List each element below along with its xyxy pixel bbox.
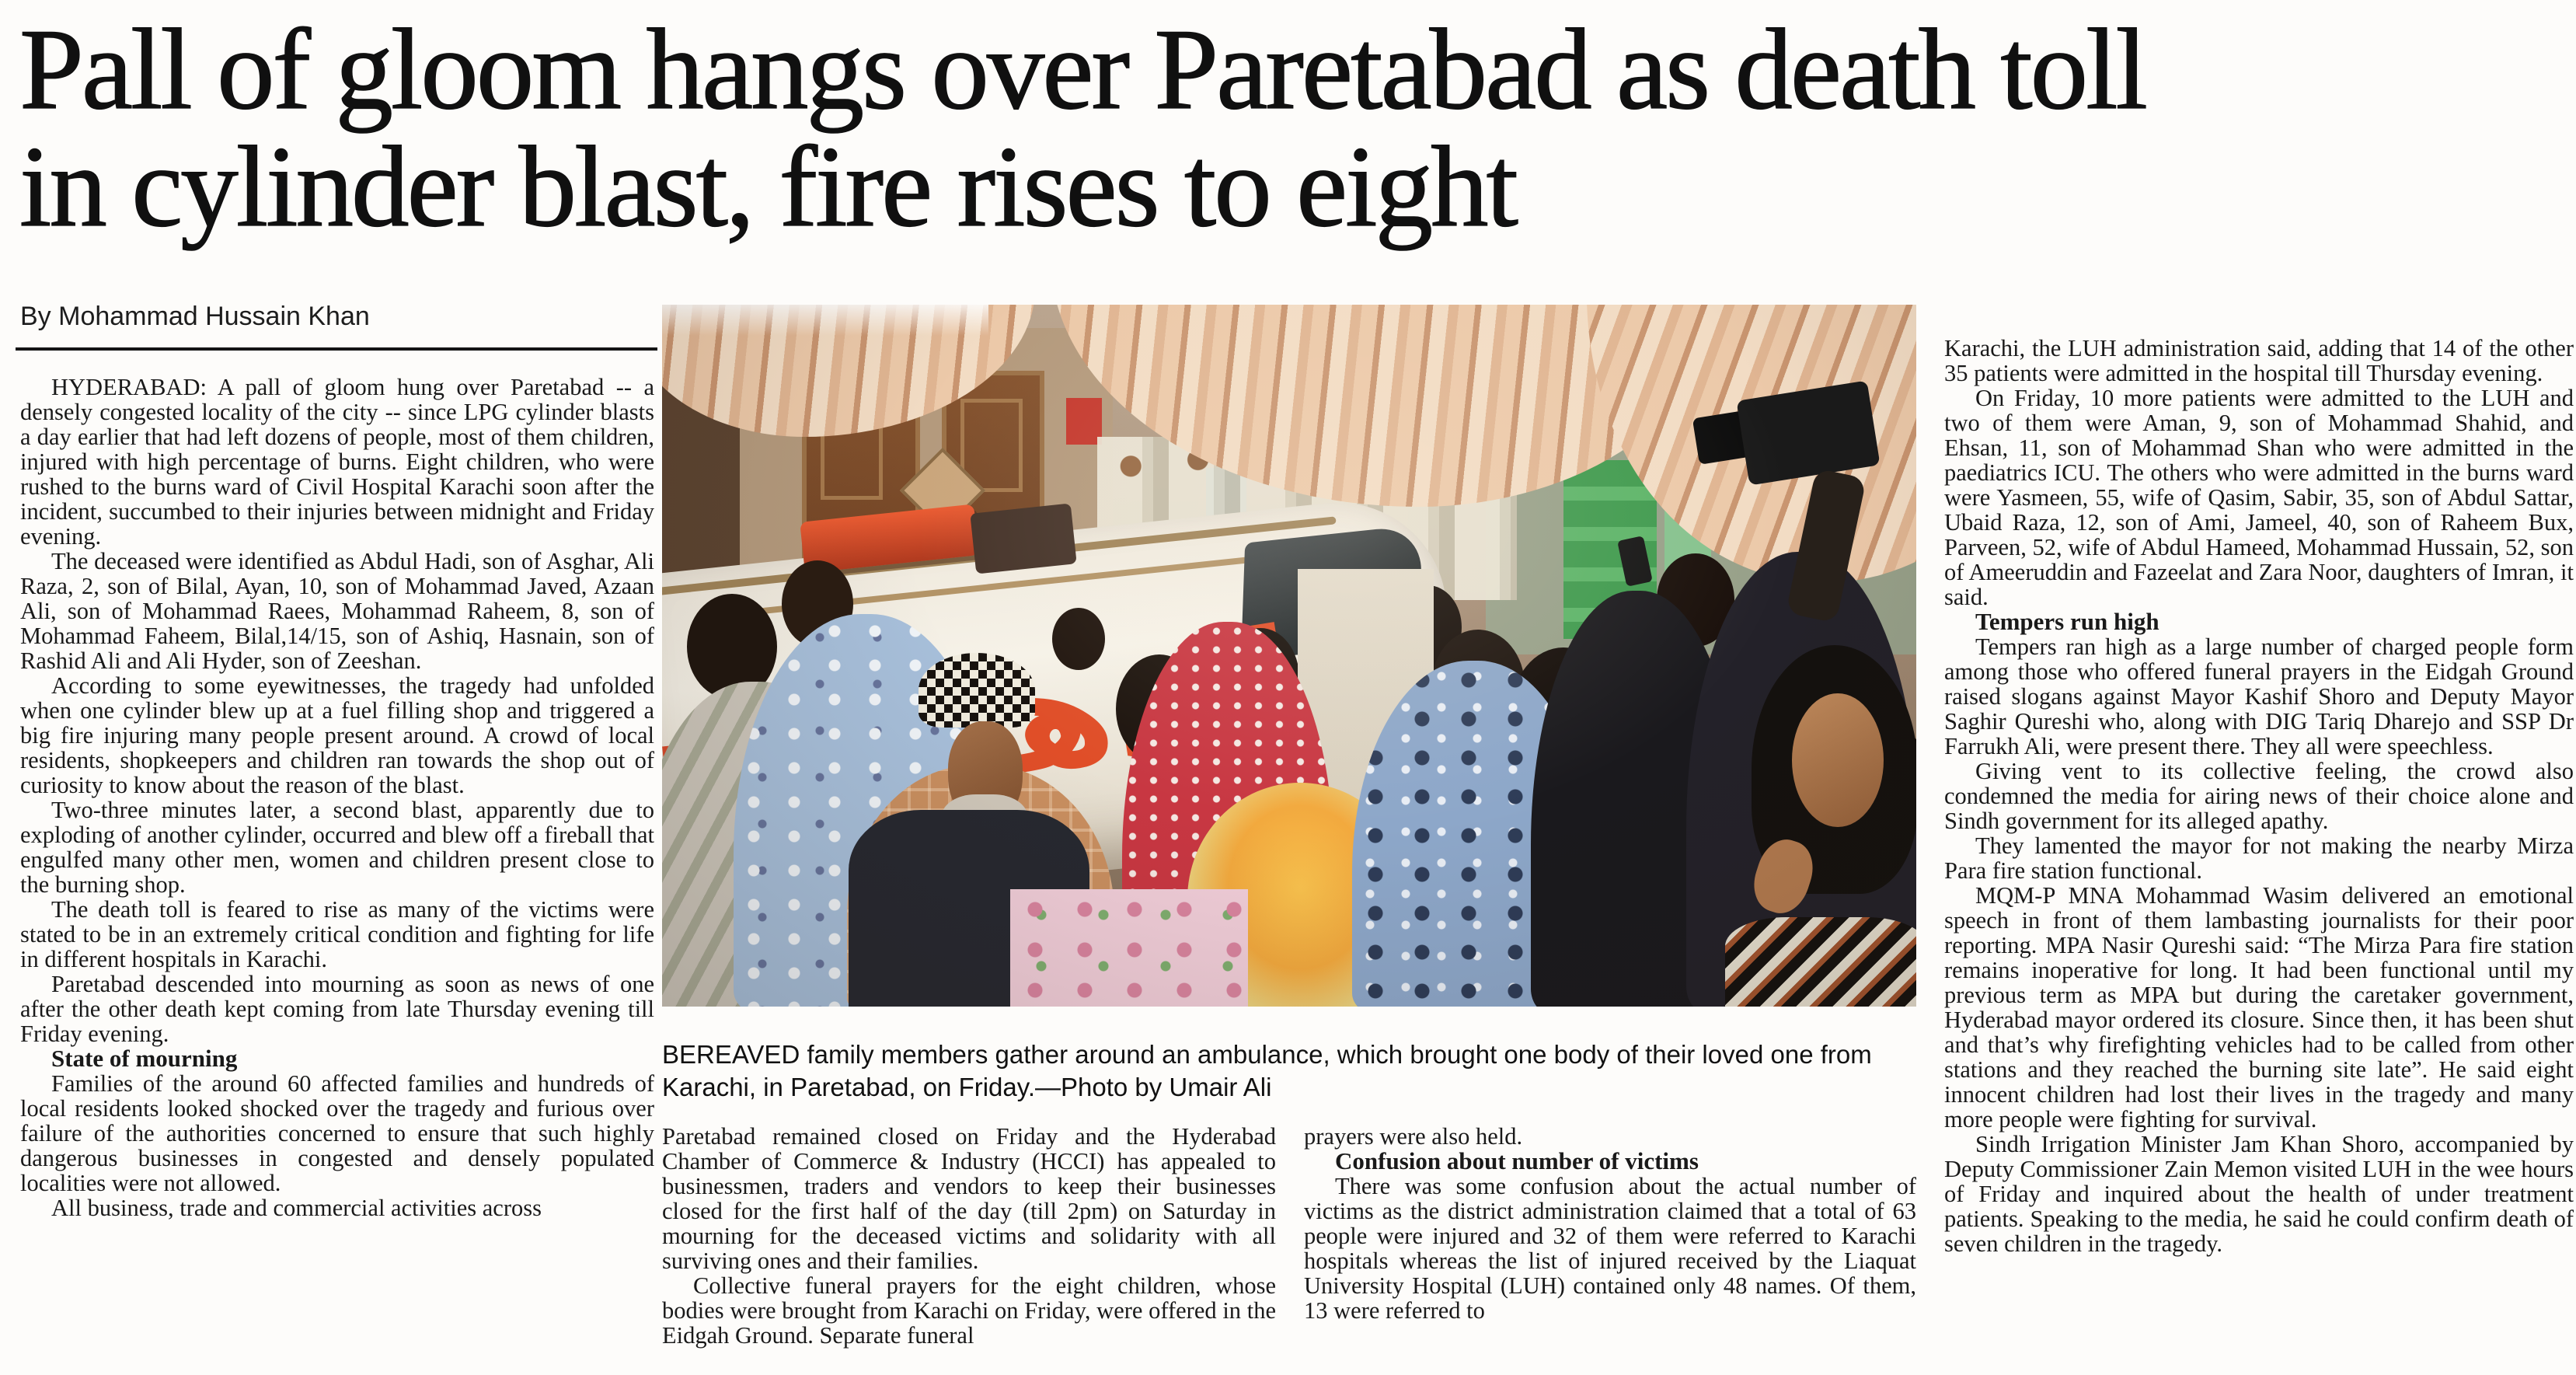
paragraph: Karachi, the LUH administration said, adding that 14 of the other 35 patients were admitted in the hospital till Thursday evening.: [1944, 336, 2574, 386]
paragraph: Tempers ran high as a large number of charged people form among those who offered funeral prayers in the Eidgah Ground raised slogans against Mayor Kashif Shoro and Deputy Mayor Saghir Qureshi who, along with DIG Tariq Dharejo and SSP Dr Farrukh Ali, were present there. They all were speechless.: [1944, 633, 2574, 759]
article-headline: [19, 5, 2567, 251]
paragraph: Collective funeral prayers for the eight children, whose bodies were brought from Karachi on Friday, were offered in the Eidgah Ground. Separate funeral: [662, 1272, 1276, 1349]
paragraph: prayers were also held.: [1304, 1124, 1523, 1150]
subhead-state-of-mourning: State of mourning: [51, 1045, 238, 1072]
headline-line-1: Pall of gloom hangs over Paretabad as death toll: [19, 5, 2146, 134]
paragraph: All business, trade and commercial activities across: [51, 1195, 542, 1221]
mid-right-column: [1304, 1124, 1916, 1375]
headline-line-2: in cylinder blast, fire rises to eight: [19, 123, 1516, 251]
paragraph: HYDERABAD: A pall of gloom hung over Paretabad -- a densely congested locality of the city -- since LPG cylinder blasts a day earlier that had left dozens of people, most of them children, injured with high percentage of burns. Eight children, who were rushed to the burns ward of Civil Hospital Karachi soon after the incident, succumbed to their injuries between midnight and Friday evening.: [20, 375, 654, 550]
byline-rule: [16, 347, 657, 351]
mid-left-column: [662, 1124, 1276, 1375]
paragraph: Two-three minutes later, a second blast, apparently due to exploding of another cylinder, occurred and blew off a fireball that engulfed many other men, women and children present close to the burning shop.: [20, 797, 654, 898]
subhead-confusion-about-number-of-victims: Confusion about number of victims: [1335, 1147, 1699, 1174]
paragraph: MQM-P MNA Mohammad Wasim delivered an emotional speech in front of them lambasting journalists for their poor reporting. MPA Nasir Qureshi said: “The Mirza Para fire station remains inoperative for long. It had been functional until my previous term as MPA but during the caretaker government, Hyderabad mayor ordered its closure. Since then, it has been shut and that’s why firefighting vehicles had to be called from other stations and they reached the burning site late”. He said eight innocent children had lost their lives in the tragedy and many more people were fighting for survival.: [1944, 882, 2574, 1132]
right-column: [1944, 336, 2574, 1375]
paragraph: Paretabad descended into mourning as soon as news of one after the other death kept coming from late Thursday evening till Friday evening.: [20, 971, 654, 1047]
paragraph: Families of the around 60 affected families and hundreds of local residents looked shocked over the tragedy and furious over failure of the authorities concerned to ensure that such highly dangerous businesses in congested and densely populated localities were not allowed.: [20, 1070, 654, 1196]
photo-caption: BEREAVED family members gather around an ambulance, which brought one body of their loved one from Karachi, in Paretabad, on Friday.—Photo by Umair Ali: [662, 1040, 1872, 1101]
paragraph: The deceased were identified as Abdul Hadi, son of Asghar, Ali Raza, 2, son of Bilal, Ayan, 10, son of Mohammad Javed, Azaan Ali, son of Mohammad Raees, Mohammad Raheem, 8, son of Mohammad Faheem, Bilal,14/15, son of Ashiq, Hasnain, son of Rashid Ali and Ali Hyder, son of Zeeshan.: [20, 548, 654, 674]
photo-lighting-overlay: [662, 305, 1916, 1007]
paragraph: They lamented the mayor for not making the nearby Mirza Para fire station functional.: [1944, 832, 2574, 884]
byline: By Mohammad Hussain Khan: [20, 302, 370, 331]
paragraph: There was some confusion about the actual number of victims as the district administration claimed that a total of 63 people were injured and 32 of them were referred to Karachi hospitals whereas the list of injured received by the Liaquat University Hospital (LUH) contained only 48 names. Of them, 13 were referred to: [1304, 1173, 1916, 1324]
paragraph: The death toll is feared to rise as many of the victims were stated to be in an extremely critical condition and fighting for life in different hospitals in Karachi.: [20, 896, 654, 972]
paragraph: On Friday, 10 more patients were admitted to the LUH and two of them were Aman, 9, son of Mohammad Shahid, and Ehsan, 11, son of Mohammad Shan who were admitted in the paediatrics ICU. The others who were admitted in the burns ward were Yasmeen, 55, wife of Qasim, Sabir, 35, son of Abdul Sattar, Ubaid Raza, 12, son of Ami, Jameel, 40, son of Raheem Bux, Parveen, 52, wife of Abdul Hameed, Mohammad Hussain, 52, son of Ameeruddin and Fazeelat and Zara Noor, daughters of Imran, it said.: [1944, 385, 2574, 610]
subhead-tempers-run-high: Tempers run high: [1975, 608, 2159, 635]
paragraph: Sindh Irrigation Minister Jam Khan Shoro, accompanied by Deputy Commissioner Zain Memon visited LUH in the wee hours of Friday and inquired about the health of under treatment patients. Speaking to the media, he said he could confirm death of seven children in the tragedy.: [1944, 1131, 2574, 1257]
news-photo: [662, 305, 1916, 1007]
left-column: [20, 375, 654, 1375]
paragraph: According to some eyewitnesses, the tragedy had unfolded when one cylinder blew up at a fuel filling shop and triggered a big fire injuring many people present around. A crowd of local residents, shopkeepers and children ran towards the shop out of curiosity to know about the reason of the blast.: [20, 672, 654, 798]
paragraph: Paretabad remained closed on Friday and the Hyderabad Chamber of Commerce & Industry (HCCI) has appealed to businessmen, traders and vendors to keep their businesses closed for the first half of the day (till 2pm) on Saturday in mourning for the deceased victims and solidarity with all surviving ones and their families.: [662, 1124, 1276, 1274]
paragraph: Giving vent to its collective feeling, the crowd also condemned the media for airing news of their choice alone and Sindh government for its alleged apathy.: [1944, 758, 2574, 834]
